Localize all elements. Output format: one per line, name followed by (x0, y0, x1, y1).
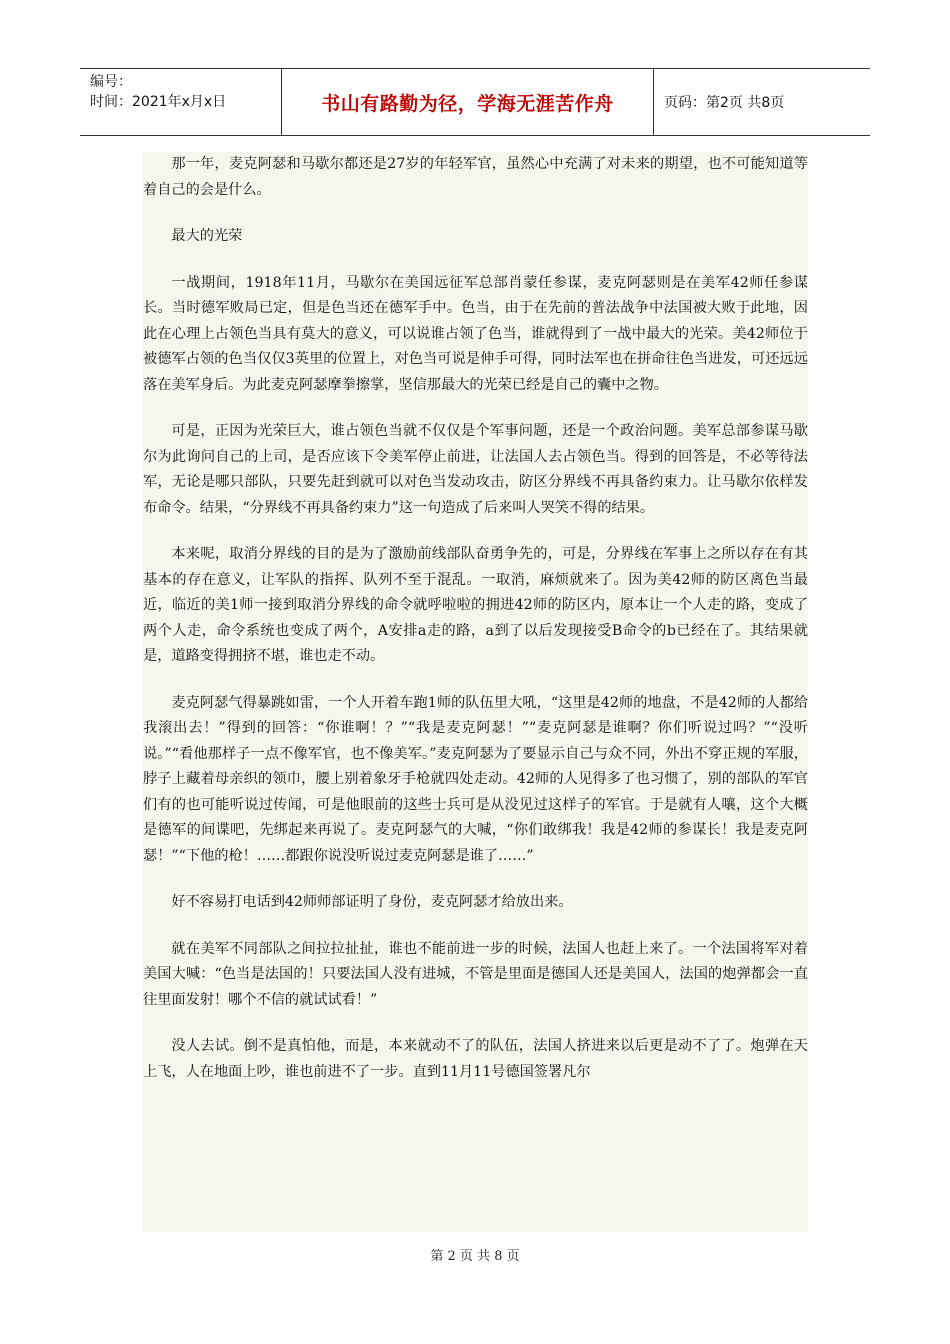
paragraph: 麦克阿瑟气得暴跳如雷，一个人开着车跑1师的队伍里大吼，“这里是42师的地盘，不是42师的人都给我滚出去！”得到的回答：“你谁啊！？”“我是麦克阿瑟！”“麦克阿瑟是谁啊？你们听说过吗？”“没听说。”“看他那样子一点不像军官，也不像美军。”麦克阿瑟为了要显示自己与众不同，外出不穿正规的军服，脖子上藏着母亲织的领巾，腰上别着象牙手枪就四处走动。42师的人见得多了也习惯了，别的部队的军官们有的也可能听说过传闻，可是他眼前的这些士兵可是从没见过这样子的军官。于是就有人嚷，这个大概是德军的间谍吧，先绑起来再说了。麦克阿瑟气的大喊，“你们敢绑我！我是42师的参谋长！我是麦克阿瑟！”“下他的枪！……都跟你说没听说过麦克阿瑟是谁了……” (143, 694, 808, 864)
page-header (80, 68, 870, 136)
header-meta (80, 69, 282, 135)
page-footer: 第 2 页 共 8 页 (430, 1249, 520, 1264)
document-number-label: 编号： (90, 74, 132, 90)
paragraph: 好不容易打电话到42师师部证明了身份，麦克阿瑟才给放出来。 (171, 894, 573, 910)
document-date-label: 时间：2021年x月x日 (90, 94, 227, 110)
header-page-number: 页码：第2页 共8页 (664, 95, 785, 111)
header-motto: 书山有路勤为径，学海无涯苦作舟 (282, 69, 654, 135)
paragraph: 没人去试。倒不是真怕他，而是，本来就动不了的队伍，法国人挤进来以后更是动不了了。炮弹在天上飞，人在地面上吵，谁也前进不了一步。直到11月11号德国签署凡尔 (143, 1038, 808, 1080)
section-heading: 最大的光荣 (171, 228, 243, 244)
paragraph: 就在美军不同部队之间拉拉扯扯，谁也不能前进一步的时候，法国人也赶上来了。一个法国将军对着美国大喊：“色当是法国的！只要法国人没有进城，不管是里面是德国人还是美国人，法国的炮弹都会一直往里面发射！哪个不信的就试试看！” (143, 940, 808, 1008)
document-body (143, 152, 808, 1232)
paragraph: 本来呢，取消分界线的目的是为了激励前线部队奋勇争先的，可是，分界线在军事上之所以存在有其基本的存在意义，让军队的指挥、队列不至于混乱。一取消，麻烦就来了。因为美42师的防区离色当最近，临近的美1师一接到取消分界线的命令就呼啦啦的拥进42师的防区内，原本让一个人走的路，变成了两个人走，命令系统也变成了两个，A安排a走的路，a到了以后发现接受B命令的b已经在了。其结果就是，道路变得拥挤不堪，谁也走不动。 (143, 546, 808, 664)
paragraph: 可是，正因为光荣巨大，谁占领色当就不仅仅是个军事问题，还是一个政治问题。美军总部参谋马歇尔为此询问自己的上司，是否应该下令美军停止前进，让法国人去占领色当。得到的回答是，不必等待法军，无论是哪只部队，只要先赶到就可以对色当发动攻击，防区分界线不再具备约束力。让马歇尔依样发布命令。结果，“分界线不再具备约束力”这一句造成了后来叫人哭笑不得的结果。 (143, 423, 808, 516)
paragraph: 那一年，麦克阿瑟和马歇尔都还是27岁的年轻军官，虽然心中充满了对未来的期望，也不可能知道等着自己的会是什么。 (143, 156, 808, 198)
paragraph: 一战期间，1918年11月，马歇尔在美国远征军总部肖蒙任参谋，麦克阿瑟则是在美军42师任参谋长。当时德军败局已定，但是色当还在德军手中。色当，由于在先前的普法战争中法国被大败于此地，因此在心理上占领色当具有莫大的意义，可以说谁占领了色当，谁就得到了一战中最大的光荣。美42师位于被德军占领的色当仅仅3英里的位置上，对色当可说是伸手可得，同时法军也在拼命往色当进发，可还远远落在美军身后。为此麦克阿瑟摩拳擦掌，坚信那最大的光荣已经是自己的囊中之物。 (143, 274, 808, 393)
